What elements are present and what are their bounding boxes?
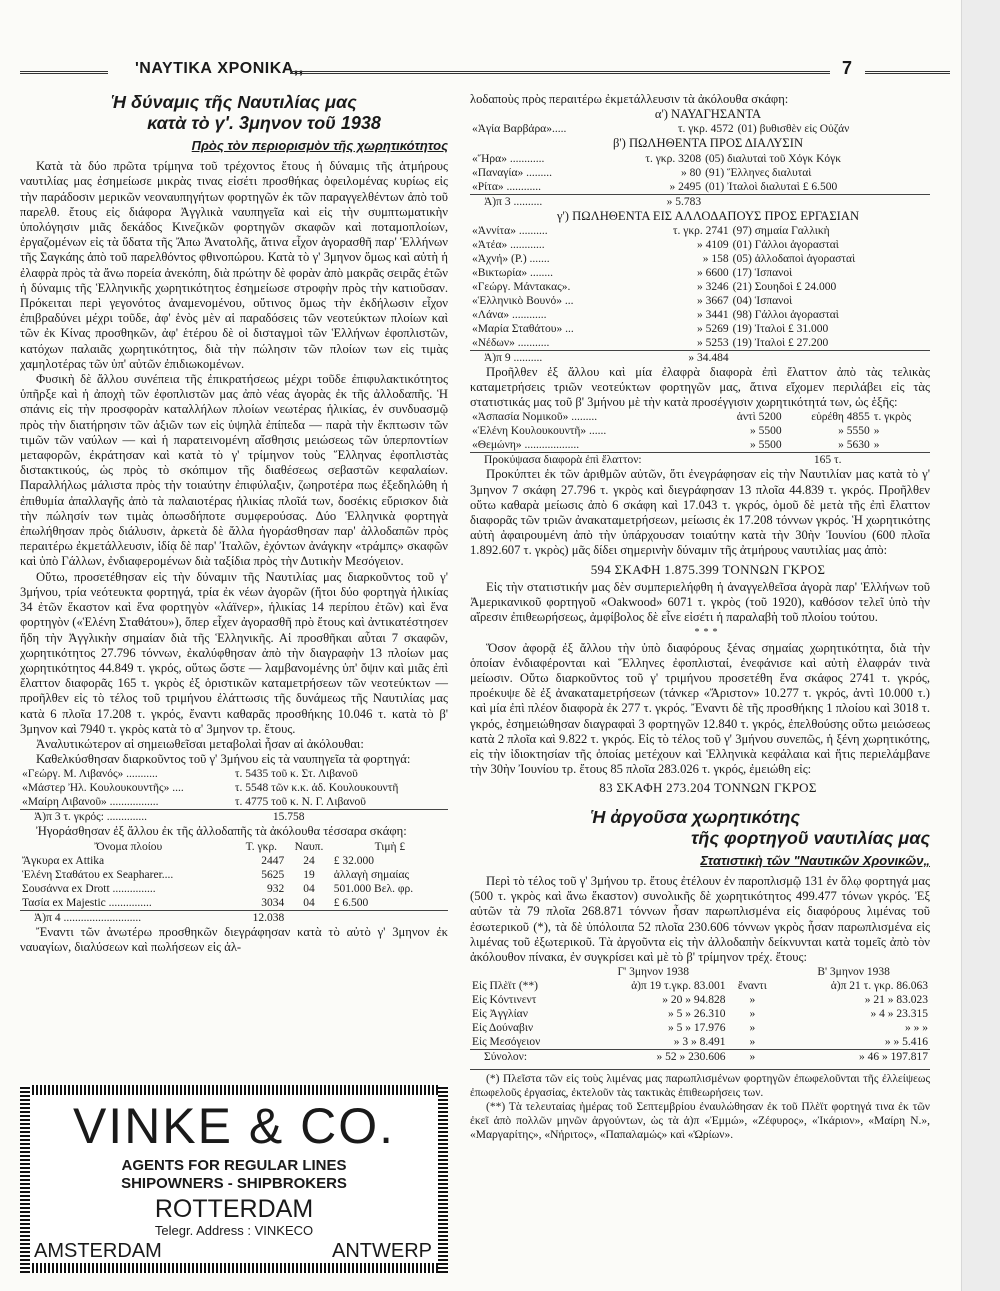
q3-value: » 5 » 17.976	[667, 1022, 726, 1035]
header-rule-middle	[290, 71, 830, 74]
region-label: Εἰς Πλὲϊτ (**)	[472, 980, 539, 993]
total-value: 165 τ.	[784, 453, 872, 468]
summary-paragraph: Προκύπτει ἐκ τῶν ἀριθμῶν αὐτῶν, ὅτι ἐνεγράφησαν εἰς τὴν Ναυτιλίαν μας κατὰ τὸ γ' 3μηνον 7 σκάφη 27.796 τ. γκρὸς καὶ διεγράφησαν 13 πλοῖα 44.839 τ. γκρός. Προῆλθεν οὕτω καθαρὰ μείωσις ἀπὸ 6 σκάφη καὶ 17.043 τ. γκρός, ὁμοῦ δὲ μετὰ τῆς ἐπὶ ἔλαττον διαφορᾶς τῶν τριῶν ἀνακαταμετρήσεων, μείωσις ἐκ 17.208 τόννων γκρός. Ἡ χωρητικότης αὐτὴ ἀφαιρουμένη ἀπὸ τὴν ὑπάρχουσαν τοιαύτην κατὰ τὴν 30ὴν Ἰουνίου (600 πλοῖα 1.892.607 τ. γκρὸς) μᾶς δίδει σημερινὴν δύναμιν τῆς ἀτμήρους ναυτιλίας μας ἀπὸ:	[470, 467, 930, 558]
fleet-total-headline: 594 ΣΚΑΦΗ 1.875.399 ΤΟΝΝΩΝ ΓΚΡΟΣ	[590, 561, 826, 577]
total-value: » 34.484	[637, 350, 731, 365]
ship-tons: 3034	[261, 896, 285, 909]
table-row	[20, 896, 448, 911]
ship-tons: 5625	[261, 868, 285, 881]
table-row	[470, 122, 930, 136]
table-row	[470, 424, 930, 438]
ship-info: (19) Ἰταλοὶ £ 27.200	[732, 336, 829, 349]
q3-value: » 20 » 94.828	[662, 994, 726, 1007]
table-row	[470, 166, 930, 180]
ship-name: «Μαίρη Λιβανοῦ» .................	[22, 796, 159, 809]
ship-name: «Ἀτέα» ............	[472, 238, 545, 251]
ship-tons: 2447	[261, 854, 285, 867]
ship-tons: » 5269	[697, 322, 729, 335]
article1-subtitle: Πρὸς τὸν περιορισμὸν τῆς χωρητικότητος	[191, 138, 448, 153]
article1-title-line1: Ἡ δύναμις τῆς Ναυτιλίας μας	[111, 92, 357, 112]
ship-built: 19	[303, 868, 315, 881]
foreign-flag-paragraph: Ὅσον ἀφορᾷ ἐξ ἄλλου τὴν ὑπὸ διαφόρους ξένας σημαίας χωρητικότητα, διὰ τὴν ὁποίαν ἐνδιαφέρονται καὶ Ἕλληνες ἐφοπλισταί, ἐνεφάνισε καὶ αὐτὴ ἐλαφράν τινὰ μείωσιν. Οὕτω διαρκοῦντος τοῦ γ' τριμήνου προσετέθη ἕνα σκάφος 2741 τ. γκρός, προέκυψε δὲ ἐξ ἀνακαταμετρήσεων (τάνκερ «Ἄριστον» 10.277 τ. γκρός, ἀντὶ 10.000 τ.) καὶ μία ἐπὶ πλέον διαφορὰ ἐκ 277 τ. γκρός. Ἔναντι δὲ τῆς προσθήκης 1 πλοίου καὶ 3018 τ. γκρός, ἐσημειώθησαν διαγραφαὶ 3 φορτηγῶν 12.840 τ. γκρός, ἐπελθούσης οὕτω μειώσεως κατὰ 2 πλοῖα καὶ 9.822 τ. γκρός. Εἰς τὸ τέλος τοῦ γ' 3μήνου συνεπῶς, ἡ ξένη χωρητικότης, εἰς τὴν ἰδιοκτησίαν τῆς ὁποίας μετέχουν καὶ Ἑλληνικὰ κεφάλαια καὶ ἥτις περιελάμβανε τὴν 30ὴν Ἰουνίου τρ. ἔτους 85 πλοῖα 283.026 τ. γκρός, ἐμειώθη εἰς:	[470, 640, 930, 777]
ship-info: (01) Ἰταλοὶ διαλυταὶ £ 6.500	[705, 180, 838, 193]
article1-paragraph: Φυσικὴ δὲ ἄλλου συνέπεια τῆς ἐπικρατήσεως μέχρι τοῦδε ἐπιφυλακτικότητος ὑπῆρξε καὶ ἡ ἀποχὴ τῶν ἐφοπλιστῶν μας ἀπὸ νέας ἀγορὰς ἐκ τῆς ἀλλοδαπῆς. Ἡ σπάνις εἰς τὴν προσφορὰν καταλλήλων πλοίων νεωτέρας ἡλικίας, ἐν συνδυασμῷ πρὸς τὴν διατήρησιν τῶν ἀξιῶν των εἰς ὑψηλὰ ἐπίπεδα — παρὰ τὴν ἔκπτωσιν τῶν τιμῶν τῶν ναύλων — καὶ ἡ παρατεινομένη αἴσθησις μειώσεως τῶν ὑπερποντίων μεταφορῶν, ἐκράτησαν καὶ κατὰ τὸ γ' τρίμηνον τοὺς Ἕλληνας ἐφοπλιστὰς διστακτικούς, ὡς πρὸς τὸ σκόπιμον τῆς διαθέσεως σεβαστῶν κεφαλαίων. Παραλλήλως μάλιστα πρὸς τὴν τοιαύτην ἐπιφύλαξιν, ζωηροτέρα πως ἐξεδηλώθη ἡ ἐπιθυμία ἀπαλλαγῆς ἀπὸ τὰ παλαιοτέρας ἡλικίας πλοῖά των, δοσέκις εὕρισκον διὰ τὴν πώλησίν των τιμὰς ὁπωσδήποτε συμφερούσας. Δύο Ἑλληνικὰ φορτηγὰ ἐπωλήθησαν πρὸς διάλυσιν, ἀρκετὰ δὲ ἄλλα ἠγοράσθησαν παρ' ἀλλοδαπῶν πρὸς περαιτέρω ἐκμετάλλευσιν, ἰδίᾳ δὲ παρ' Ἰταλῶν, ἐχόντων ἀνάγκην «τράμπς» σκαφῶν καὶ ὑπὸ Γάλλων, ἐνδιαφερομένων διὰ ταξίδια πρὸς τὴν Δυτικὴν Μεσόγειον.	[20, 372, 448, 569]
unit: τ. γκρὸς	[873, 411, 912, 424]
ship-info: τ. 5548 τῶν κ.κ. ἀδ. Κουλουκουντῆ	[234, 782, 399, 795]
q3-value: ἀ)π 19 τ.γκρ. 83.001	[631, 980, 726, 993]
q2-value: » 21 » 83.023	[864, 994, 928, 1007]
table-row	[470, 308, 930, 322]
table-row	[470, 180, 930, 195]
table-total-row	[20, 910, 448, 925]
ship-info: (01) βυθισθὲν εἰς Οὐζάν	[737, 123, 850, 136]
ship-name: «Γεώργ. Μ. Λιβανός» ...........	[22, 768, 158, 781]
total-value: 12.038	[237, 910, 287, 925]
publication-title: 'ΝΑΥΤΙΚΑ ΧΡΟΝΙΚΑ,,	[135, 60, 304, 77]
remeasure-table	[470, 410, 930, 467]
ship-built: 24	[303, 854, 315, 867]
value-after: » 5550	[838, 425, 870, 438]
article1-paragraph: Κατὰ τὰ δύο πρῶτα τρίμηνα τοῦ τρέχοντος ἔτους ἡ δύναμις τῆς ἀτμήρους ναυτιλίας μας ἐσημείωσε μικρὰς τινας εἰσέτι προσθήκας ὀφειλομένας κυρίως εἰς τὴν παράδοσιν μερικῶν νεοναυπηγήτων φορτηγῶν ἐκ τῶν παραγγελθέντων ἀπὸ τοῦ παρελθ. ἔτους εἰς διάφορα Ἀγγλικὰ ναυπηγεῖα καὶ εἰς τὴν συμπτωματικὴν ὑπολόγησιν μιᾶς δεκάδος Κινεζικῶν φορτηγῶν σκαφῶν καὶ ποταμοπλοίων, ἐργαζομένων εἰς τὰ ὕδατα τῆς Ἄπω Ἀνατολῆς, ἅτινα εἶχον ἀγορασθῆ παρ' Ἑλλήνων τῆς Σαγκάης ἀπὸ τοῦ παρελθόντος φθινοπώρου. Κατὰ τὸ γ' 3μηνον ὅμως καὶ αὐτὴ ἡ ἐλαφρὰ πρὸς τὰ ἄνω πορεία ἀνεκόπη, διὰ πρώτην δὲ φορὰν ἀπὸ μακρᾶς σειρᾶς ἐτῶν ἡ δύναμις τῆς Ἑλληνικῆς χωρητικότητος ἐσημείωσε στροφὴν πρὸς τὴν κατιοῦσαν. Πρόκειται περὶ γεγονότος ἀναμενομένου, οὕτινος ὅμως τὴν ἐκδήλωσιν εἶχον ἐπιβραδύνει μέχρι τοῦδε, ἀφ' ἑνὸς μὲν αἱ παραδόσεις τῶν νεοτεύκτων πλοίων καὶ τῶν ἐκ Κίνας προσθηκῶν, ἀφ' ἑτέρου δὲ οἱ δισταγμοὶ τῶν Ἑλλήνων ἐφοπλιστῶν, κατόχων παλαιᾶς χωρητικότητος, διὰ τὴν πώλησιν τῶν πλοίων των εἰς τιμὰς χαμηλοτέρας τῶν ὑπ' αὐτῶν ἐπιδιωκομένων.	[20, 159, 448, 371]
ship-tons: » 6600	[697, 266, 729, 279]
ship-price: £ 32.000	[333, 854, 375, 867]
table-row	[470, 266, 930, 280]
ship-tons: » 3667	[697, 294, 729, 307]
column-header: Ναυπ.	[294, 840, 324, 853]
scrapped-table	[470, 152, 930, 209]
versus: »	[749, 1022, 756, 1035]
ad-city: ROTTERDAM	[154, 1195, 314, 1223]
ship-name: «Νέδων» ...........	[472, 336, 550, 349]
q3-total: » 52 » 230.606	[579, 1050, 727, 1065]
foreign-total-headline: 83 ΣΚΑΦΗ 273.204 ΤΟΝΝΩΝ ΓΚΡΟΣ	[599, 780, 817, 796]
wrecked-table	[470, 122, 930, 136]
versus: »	[749, 1008, 756, 1021]
column-header: Γ' 3μηνον 1938	[617, 966, 690, 979]
ad-border-top	[20, 1085, 448, 1095]
ad-left-city: AMSTERDAM	[34, 1240, 162, 1262]
ship-built: 04	[303, 882, 315, 895]
table-total-row	[470, 350, 930, 365]
oakwood-paragraph: Εἰς τὴν στατιστικήν μας δὲν συμπεριελήφθη ἡ ἀναγγελθεῖσα ἀγορὰ παρ' Ἑλλήνων τοῦ Ἀμερικανικοῦ φορτηγοῦ «Oakwood» 6071 τ. γκρὸς (τοῦ 1920), καθόσον τελεῖ ὑπὸ τὴν αἵρεσιν ἐπιθεωρήσεως, ἀμφίβολος δὲ εἶνε εἰσέτι ἡ παραλαβὴ τοῦ πλοίου τούτου.	[470, 579, 930, 625]
deleted-intro: Ἔναντι τῶν ἀνωτέρω προσθηκῶν διεγράφησαν κατὰ τὸ αὐτὸ γ' 3μηνον ἐκ ναυαγίων, διαλύσεων καὶ πωλήσεων εἰς ἀλ-	[20, 924, 448, 954]
table-header-row	[470, 965, 930, 979]
scrapped-heading: β') ΠΩΛΗΘΕΝΤΑ ΠΡΟΣ ΔΙΑΛΥΣΙΝ	[612, 136, 804, 151]
page-header	[20, 60, 950, 82]
ship-price: ἀλλαγὴ σημαίας	[333, 868, 410, 881]
ship-tons: τ. γκρ. 2741	[672, 224, 729, 237]
ship-name: «Μαρία Σταθάτου» ...	[472, 322, 574, 335]
article1-paragraph: Ἀναλυτικώτερον αἱ σημειωθεῖσαι μεταβολαὶ ἦσαν αἱ ἀκόλουθαι:	[36, 736, 364, 751]
q2-total: » 46 » 197.817	[777, 1050, 930, 1065]
total-label: Ἀ)π 3 ..........	[470, 194, 606, 209]
total-label: Ἀ)π 3 τ. γκρός: ..............	[20, 810, 233, 825]
ship-info: (98) Γάλλοι ἀγορασταὶ	[732, 308, 839, 321]
article1-paragraph: Οὕτω, προσετέθησαν εἰς τὴν δύναμιν τῆς Ναυτιλίας μας διαρκοῦντος τοῦ γ' 3μήνου, τρία νεότευκτα φορτηγά, τρία ἐκ νέων ἀγορῶν (ἤτοι δύο φορτηγὰ ἡλικίας 34 ἐτῶν ἕκαστον καὶ ἕνα φορτηγὸν «λάϊνερ», ἡλικίας 14 περίπου ἐτῶν) καὶ ἕνα φορτηγὸν («Ἑλένη Σταθάτου»), ὅπερ εἶχεν ἀγορασθῆ πρὸ ἔτους καὶ ἀντικατέστησεν ἤδη τὴν Ἀγγλικὴν σημαίαν διὰ τῆς Ἑλληνικῆς. Αἱ προσθῆκαι αὗται 7 σκαφῶν, χωρητικότητος 27.796 τόννων, ἐκαλύφθησαν ἀπὸ τὴν διαγραφὴν 13 πλοίων μας χωρητικότητος 44.849 τ. γκρός, οὕτως ὥστε — λαμβανομένης ὑπ' ὄψιν καὶ μιᾶς ἐπὶ ἔλαττον διαφορᾶς 165 τ. γκρὸς ἐξ ὁριστικῶν καταμετρήσεων τῶν νεοτεύκτων — προῆλθεν εἰς τὸ τέλος τοῦ τριμήνου ἐλάττωσις τῆς δυνάμεως τῆς Ναυτιλίας μας κατὰ 6 πλοῖα 17.208 τ. γκρός, ἔναντι καθαρᾶς προσθήκης 10.046 τ. κατὰ τὸ β' 3μηνον καὶ 7940 τ. γκρὸς κατὰ τὸ α' 3μηνον τρ. ἔτους.	[20, 569, 448, 736]
ad-border-bottom	[20, 1263, 448, 1273]
total-label: Ἀ)π 4 ...........................	[20, 910, 237, 925]
ship-name: «Μάστερ Ἠλ. Κουλουκουντῆς» ....	[22, 782, 184, 795]
column-header: Ὄνομα πλοίου	[94, 840, 163, 853]
ship-name: Τασία ex Majestic ...............	[22, 896, 152, 909]
ad-right-city: ANTWERP	[332, 1240, 432, 1262]
ship-name: «Ἑλένη Κουλουκουντῆ» ......	[472, 425, 607, 438]
versus: »	[749, 994, 756, 1007]
table-row	[470, 438, 930, 453]
ad-line1: AGENTS FOR REGULAR LINES	[121, 1157, 347, 1174]
table-row	[20, 795, 448, 810]
q2-value: » » »	[905, 1022, 928, 1035]
ship-name: «Ἀχνή» (Ρ.) .......	[472, 252, 550, 265]
ship-name: «Γεώργ. Μάντακας».	[472, 280, 571, 293]
ship-info: (21) Σουηδοὶ £ 24.000	[732, 280, 837, 293]
total-label: Σύνολον:	[470, 1050, 579, 1065]
value-before: » 5500	[750, 425, 782, 438]
ship-name: «Λάνα» ............	[472, 308, 547, 321]
article1-paragraph: Καθελκύσθησαν διαρκοῦντος τοῦ γ' 3μήνου εἰς τὰ ναυπηγεῖα τὰ φορτηγά:	[36, 752, 411, 767]
ship-info: (91) Ἕλληνες διαλυταὶ	[705, 166, 812, 179]
page-edge	[961, 0, 1000, 1291]
versus: »	[749, 1036, 756, 1049]
table-total-row	[470, 1050, 930, 1065]
remeasure-intro: Προῆλθεν ἐξ ἄλλου καὶ μία ἐλαφρὰ διαφορὰ ἐπὶ ἔλαττον ἀπὸ τὰς τελικὰς καταμετρήσεις τριῶν νεοτεύκτων φορτηγῶν μας, ἅτινα εἴχομεν περιλάβει εἰς τὰς στατιστικάς μας τοῦ β' 3μήνου μὲ τὴν κατὰ προσέγγισιν χωρητικότητά των, ὡς ἑξῆς:	[470, 364, 930, 410]
ship-tons: τ. γκρ. 4572	[677, 123, 734, 136]
column-header: Β' 3μηνον 1938	[817, 966, 890, 979]
ship-name: «Θεμώνη» ...................	[472, 439, 580, 452]
region-label: Εἰς Ἀγγλίαν	[472, 1008, 528, 1021]
ship-name: «Ἥρα» ............	[472, 152, 545, 165]
table-row	[470, 1021, 930, 1035]
footnote-divider	[470, 1069, 930, 1070]
ship-name: «Ἀννίτα» ..........	[472, 224, 548, 237]
ad-company-name: VINKE & CO.	[72, 1098, 396, 1154]
footnote-2: (**) Τὰ τελευταίας ἡμέρας τοῦ Σεπτεμβρίου ἐναυλώθησαν ἐκ τοῦ Πλὲϊτ φορτηγά τινα ἐκ τῶν ἐκεῖ ἀπὸ πολλῶν μηνῶν ἀργούντων, ὡς τὰ ἀ)π «Ἐμμώ», «Ζέφυρος», «Ἰκάριον», «Μαίρη Ν.», «Μαργαρίτης», «Νήριτος», «Παπαλαμώς» καὶ «Ὡρίων».	[470, 1101, 930, 1142]
column-header: Τ. γκρ.	[245, 840, 278, 853]
ad-telegr: Telegr. Address : VINKECO	[154, 1223, 314, 1238]
total-value: » 5.783	[606, 194, 703, 209]
value-after: εὑρέθη 4855	[811, 411, 870, 424]
ship-info: (04) Ἱσπανοὶ	[732, 294, 793, 307]
header-rule-left	[20, 71, 108, 74]
table-row	[470, 294, 930, 308]
versus: ἔναντι	[737, 980, 767, 993]
article2-title-line1: Ἡ ἀργοῦσα χωρητικότης	[590, 806, 800, 827]
total-label: Ἀ)π 9 ..........	[470, 350, 637, 365]
section-separator: ***	[694, 627, 722, 639]
ship-name: «Ἑλληνικὸ Βουνό» ...	[472, 294, 574, 307]
right-continuation: λοδαποὺς πρὸς περαιτέρω ἐκμετάλλευσιν τὰ ἀκόλουθα σκάφη:	[470, 92, 789, 106]
ship-info: (17) Ἱσπανοὶ	[732, 266, 793, 279]
ship-price: 501.000 Βελ. φρ.	[333, 882, 414, 895]
wrecked-heading: α') ΝΑΥΑΓΗΣΑΝΤΑ	[654, 107, 762, 122]
value-after: » 5630	[838, 439, 870, 452]
table-row	[470, 152, 930, 166]
q2-value: » 4 » 23.315	[870, 1008, 928, 1021]
table-row	[470, 238, 930, 252]
launched-table	[20, 767, 448, 824]
ship-info: (97) σημαία Γαλλικὴ	[732, 224, 830, 237]
region-label: Εἰς Μεσόγειον	[472, 1036, 541, 1049]
header-rule-right	[865, 71, 950, 74]
article2-subtitle: Στατιστικὴ τῶν "Ναυτικῶν Χρονικῶν„	[700, 852, 930, 868]
ship-tons: » 3246	[697, 280, 729, 293]
table-row	[20, 854, 448, 868]
ship-name: «Βικτωρία» ........	[472, 266, 553, 279]
ship-info: (19) Ἰταλοὶ £ 31.000	[732, 322, 829, 335]
ship-tons: » 3441	[697, 308, 729, 321]
unit: »	[873, 439, 880, 452]
ship-name: Ἄγκυρα ex Attika	[22, 854, 105, 867]
q3-value: » 3 » 8.491	[673, 1036, 726, 1049]
ship-name: «Ρίτα» ............	[472, 180, 542, 193]
ship-tons: τ. γκρ. 3208	[645, 152, 702, 165]
ship-name: «Ἀσπασία Νομικοῦ» .........	[472, 411, 598, 424]
region-label: Εἰς Δούναβιν	[472, 1022, 534, 1035]
ship-tons: » 2495	[669, 180, 702, 193]
region-label: Εἰς Κόντινεντ	[472, 994, 537, 1007]
q2-value: ἀ)π 21 τ. γκρ. 86.063	[830, 980, 928, 993]
idle-tonnage-table	[470, 965, 930, 1064]
ad-line2: SHIPOWNERS - SHIPBROKERS	[121, 1175, 347, 1192]
ship-info: (05) ἀλλοδαποὶ ἀγορασταὶ	[732, 252, 856, 265]
bought-intro: Ἠγοράσθησαν ἐξ ἄλλου ἐκ τῆς ἀλλοδαπῆς τὰ ἀκόλουθα τέσσαρα σκάφη:	[36, 824, 407, 839]
ship-name: «Ἁγία Βαρβάρα».....	[472, 123, 567, 136]
ship-name: Σουσάννα ex Drott ...............	[22, 882, 156, 895]
unit: »	[873, 425, 880, 438]
table-row	[470, 993, 930, 1007]
ship-info: τ. 4775 τοῦ κ. Ν. Γ. Λιβανοῦ	[234, 796, 366, 809]
q3-value: » 5 » 26.310	[667, 1008, 726, 1021]
page-number: 7	[842, 58, 853, 78]
ship-tons: 932	[266, 882, 285, 895]
ship-built: 04	[303, 896, 315, 909]
ship-name: «Παναγία» .........	[472, 166, 553, 179]
table-row	[20, 767, 448, 781]
table-row	[470, 252, 930, 266]
footnote-1: (*) Πλεῖστα τῶν εἰς τοὺς λιμένας μας παρωπλισμένων φορτηγῶν ἐπωφελοῦνται τῆς ἐλλείψεως ἐπωφελοῦς ἐργασίας, ἐκτελοῦν τὰς τακτικὰς ἐπιθεωρήσεις των.	[470, 1073, 930, 1100]
sold-heading: γ') ΠΩΛΗΘΕΝΤΑ ΕΙΣ ΑΛΛΟΔΑΠΟΥΣ ΠΡΟΣ ΕΡΓΑΣΙΑΝ	[556, 208, 860, 223]
ship-tons: » 158	[702, 252, 729, 265]
q2-value: » » 5.416	[884, 1036, 928, 1049]
article2-title-line2: τῆς φορτηγοῦ ναυτιλίας μας	[690, 827, 930, 848]
table-total-row	[20, 810, 448, 825]
sold-table	[470, 224, 930, 365]
ship-tons: » 5253	[697, 336, 729, 349]
value-before: » 5500	[750, 439, 782, 452]
table-row	[470, 1035, 930, 1050]
table-row	[470, 280, 930, 294]
total-label: Προκύψασα διαφορὰ ἐπὶ ἔλαττον:	[470, 453, 715, 468]
table-row	[470, 1007, 930, 1021]
total-value: 15.758	[233, 810, 448, 825]
table-row	[20, 882, 448, 896]
table-total-row	[470, 194, 930, 209]
table-row	[20, 781, 448, 795]
table-row	[470, 410, 930, 424]
column-header: Τιμὴ £	[374, 840, 406, 853]
bought-table	[20, 840, 448, 925]
right-column	[470, 92, 930, 1142]
ship-info: τ. 5435 τοῦ κ. Στ. Λιβανοῦ	[234, 768, 358, 781]
left-column	[20, 92, 448, 955]
ship-name: Ἑλένη Σταθάτου ex Seapharer....	[22, 868, 174, 881]
vinke-advertisement	[20, 1085, 448, 1273]
value-before: ἀντὶ 5200	[736, 411, 782, 424]
ship-tons: » 80	[680, 166, 702, 179]
ship-info: (01) Γάλλοι ἀγορασταὶ	[732, 238, 839, 251]
ship-price: £ 6.500	[333, 896, 369, 909]
article1-title-line2: κατὰ τὸ γ'. 3μηνον τοῦ 1938	[147, 113, 381, 133]
table-total-row	[470, 453, 930, 468]
table-row	[470, 322, 930, 336]
ship-tons: » 4109	[697, 238, 729, 251]
ship-info: (05) διαλυταὶ τοῦ Χόγκ Κόγκ	[705, 152, 842, 165]
versus: »	[727, 1050, 777, 1065]
table-row	[470, 979, 930, 993]
table-header-row	[20, 840, 448, 854]
table-row	[20, 868, 448, 882]
article2-paragraph: Περὶ τὸ τέλος τοῦ γ' 3μήνου τρ. ἔτους ἐτέλουν ἐν παροπλισμῷ 131 ἐν ὅλῳ φορτηγά μας (500 τ. γκρὸς καὶ ἄνω ἕκαστον) συνολικῆς δὲ χωρητικότητος 499.477 τόνων γκρός. Ἐξ αὐτῶν τὰ 79 πλοῖα 268.871 τόννων ἦσαν παρωπλισμένα εἰς διαφόρους λιμένας τοῦ ἐσωτερικοῦ (*), τὰ δὲ ὑπόλοιπα 52 πλοῖα 230.606 τόννων γκρὸς ἦσαν παρωπλισμένα εἰς λιμένας τοῦ ἐξωτερικοῦ. Τὰ ἀργοῦντα εἰς τὴν ἀλλοδαπὴν δείκνυνται κατὰ τομεῖς ἀπὸ τὸν ἀκόλουθον πίνακα, ἐν συγκρίσει καὶ μὲ τὸ β' τρίμηνον τρέχ. ἔτους:	[470, 873, 930, 964]
table-row	[470, 224, 930, 238]
table-row	[470, 336, 930, 351]
